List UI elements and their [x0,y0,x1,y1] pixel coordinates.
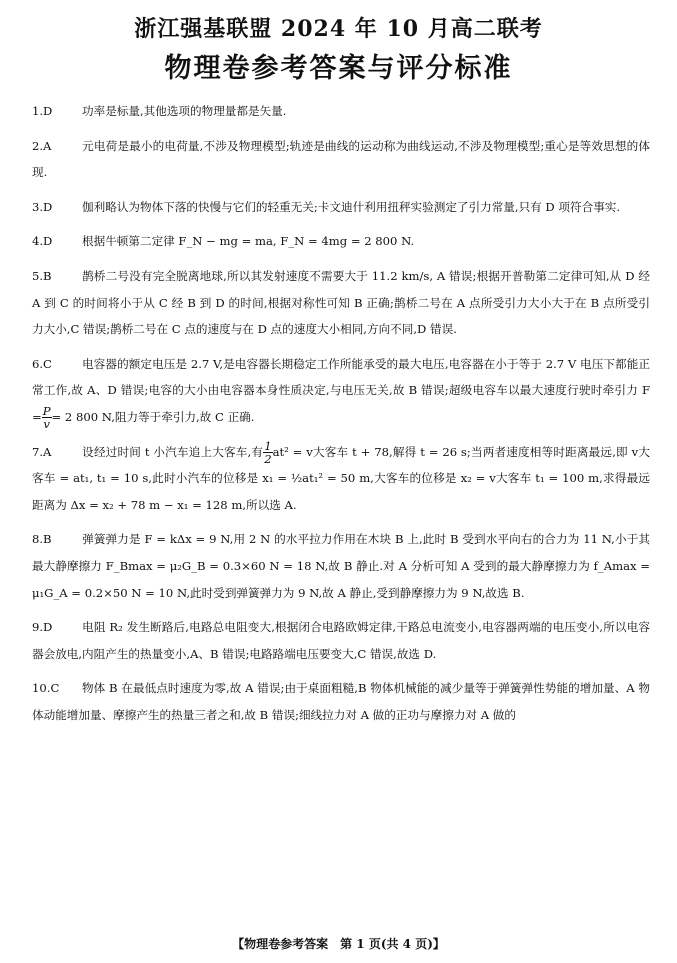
answer-number: 4.D [32,234,53,249]
answer-item-1 [32,98,650,125]
fraction-denominator: 2 [264,452,272,467]
fraction-numerator: P [42,404,51,419]
answer-item-8 [32,526,650,606]
fraction-denominator: v [43,417,50,432]
fraction-one-half [263,440,272,465]
answer-item-10 [32,675,650,728]
answer-text: 元电荷是最小的电荷量,不涉及物理模型;轨迹是曲线的运动称为曲线运动,不涉及物理模型;重心是等效思想的体现. [32,138,650,180]
page-subtitle: 物理卷参考答案与评分标准 [164,53,513,84]
answer-text: 鹊桥二号没有完全脱离地球,所以其发射速度不需要大于 11.2 km/s, A 错误;根据开普勒第二定律可知,从 D 经 A 到 C 的时间将小于从 C 经 B 到 D 的时间,根据对称性可知 B 正确;鹊桥二号在 A 点所受引力大小大于在 B 点所受引力大小,C 错误;鹊桥二号在 C 点的速度与在 D 点的速度大小相同,方向不同,D 错误. [32,268,650,337]
answer-list [32,98,650,736]
answer-number: 3.D [32,199,53,214]
answer-text: 功率是标量,其他选项的物理量都是矢量. [82,104,287,118]
answer-item-5 [32,263,650,343]
answer-number: 7.A [32,444,52,459]
answer-item-6 [32,351,650,431]
answer-item-3 [32,194,650,221]
answer-text: 电容器的额定电压是 2.7 V,是电容器长期稳定工作所能承受的最大电压,电容器在小于等于 2.7 V 电压下都能正常工作,故 A、D 错误;电容的大小由电容器本身性质决定,与电压无关,故 B 错误;超级电容车以最大速度行驶时牵引力 F = [32,356,650,424]
answer-number: 9.D [32,620,53,635]
answer-number: 8.B [32,532,52,547]
answer-item-4 [32,228,650,255]
answer-text-continued: = 2 800 N,阻力等于牵引力,故 C 正确. [51,409,255,424]
answer-text: 电阻 R₂ 发生断路后,电路总电阻变大,根据闭合电路欧姆定律,干路总电流变小,电容器两端的电压变小,所以电容器会放电,内阻产生的热量变小,A、B 错误;电路路端电压要变大,C 错误,故选 D. [32,620,650,661]
answer-number: 6.C [32,356,52,371]
page-footer: 【物理卷参考答案 第 1 页(共 4 页)】 [232,937,445,951]
answer-number: 10.C [32,681,60,696]
answer-text-continued: at² = v大客车 t + 78,解得 t = 26 s;当两者速度相等时距离最远,即 v大客车 = at₁, t₁ = 10 s,此时小汽车的位移是 x₁ = ½at₁² = 50 m,大客车的位移是 x₂ = v大客车 t₁ = 100 m,求得最远距离为 Δx = x₂ + 78 m − x₁ = 128 m,所以选 A. [32,444,650,512]
answer-item-2 [32,133,650,186]
page-title: 浙江强基联盟 2024 年 10 月高二联考 [134,16,543,42]
answer-item-7 [32,439,650,519]
answer-number: 1.D [32,104,53,118]
fraction-numerator: 1 [264,439,272,454]
answer-item-9 [32,614,650,667]
answer-number: 5.B [32,268,52,283]
answer-text: 根据牛顿第二定律 F_N − mg = ma, F_N = 4mg = 2 800 N. [82,234,415,249]
fraction-p-over-v [42,405,52,430]
answer-text: 弹簧弹力是 F = kΔx = 9 N,用 2 N 的水平拉力作用在木块 B 上,此时 B 受到水平向右的合力为 11 N,小于其最大静摩擦力 F_Bmax = μ₂G_B = 0.3×60 N = 18 N,故 B 静止.对 A 分析可知 A 受到的最大静摩擦力为 f_Amax = μ₁G_A = 0.2×50 N = 10 N,此时受到弹簧弹力为 9 N,故 A 静止,受到静摩擦力为 9 N,故选 B. [32,532,650,600]
answer-text: 物体 B 在最低点时速度为零,故 A 错误;由于桌面粗糙,B 物体机械能的减少量等于弹簧弹性势能的增加量、A 物体动能增加量、摩擦产生的热量三者之和,故 B 错误;细线拉力对 A 做的正功与摩擦力对 A 做的 [32,681,650,722]
answer-text: 设经过时间 t 小汽车追上大客车,有 [82,444,264,459]
answer-text: 伽利略认为物体下落的快慢与它们的轻重无关;卡文迪什利用扭秤实验测定了引力常量,只有 D 项符合事实. [82,199,621,214]
answer-number: 2.A [32,138,52,153]
